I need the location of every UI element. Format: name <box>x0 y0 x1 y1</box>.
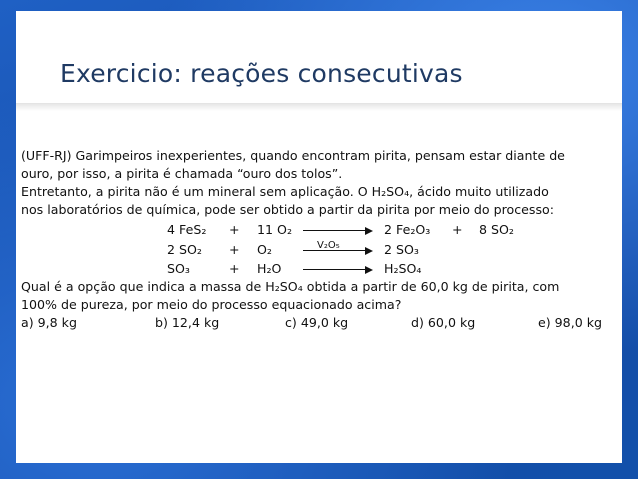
question-line: Qual é a opção que indica a massa de H₂SO₄ obtida a partir de 60,0 kg de pirita, com <box>21 279 560 294</box>
reactant: 2 SO₂ <box>167 242 202 257</box>
option-a: a) 9,8 kg <box>21 315 77 330</box>
statement-line: Entretanto, a pirita não é um mineral sem aplicação. O H₂SO₄, ácido muito utilizado <box>21 184 549 199</box>
product: 2 Fe₂O₃ <box>384 222 431 237</box>
reactant: SO₃ <box>167 261 190 276</box>
option-d: d) 60,0 kg <box>411 315 476 330</box>
title-band <box>16 11 622 104</box>
reaction-arrow <box>303 250 371 251</box>
product: H₂SO₄ <box>384 261 422 276</box>
reactant: 11 O₂ <box>257 222 292 237</box>
exercise-content <box>21 147 617 332</box>
reactant: O₂ <box>257 242 272 257</box>
answer-options <box>21 314 617 332</box>
option-c: c) 49,0 kg <box>285 315 349 330</box>
plus-sign: + <box>452 222 463 237</box>
slide <box>16 11 622 463</box>
reaction-arrow <box>303 230 371 231</box>
reactant: 4 FeS₂ <box>167 222 207 237</box>
reaction-row <box>21 260 617 278</box>
title-band-shadow <box>16 103 622 111</box>
plus-sign: + <box>229 261 240 276</box>
question-line: 100% de pureza, por meio do processo equacionado acima? <box>21 297 402 312</box>
reaction-row <box>21 241 617 259</box>
slide-title: Exercicio: reações consecutivas <box>60 59 463 88</box>
option-e: e) 98,0 kg <box>538 315 602 330</box>
option-b: b) 12,4 kg <box>155 315 220 330</box>
product: 2 SO₃ <box>384 242 419 257</box>
plus-sign: + <box>229 222 240 237</box>
catalyst-label: V₂O₅ <box>317 240 340 251</box>
reaction-arrow <box>303 269 371 270</box>
product: 8 SO₂ <box>479 222 514 237</box>
statement-line: nos laboratórios de química, pode ser obtido a partir da pirita por meio do processo: <box>21 202 554 217</box>
statement-line: ouro, por isso, a pirita é chamada “ouro dos tolos”. <box>21 166 343 181</box>
reactant: H₂O <box>257 261 282 276</box>
plus-sign: + <box>229 242 240 257</box>
statement-line: (UFF-RJ) Garimpeiros inexperientes, quando encontram pirita, pensam estar diante de <box>21 148 565 163</box>
reaction-equations <box>21 220 617 278</box>
